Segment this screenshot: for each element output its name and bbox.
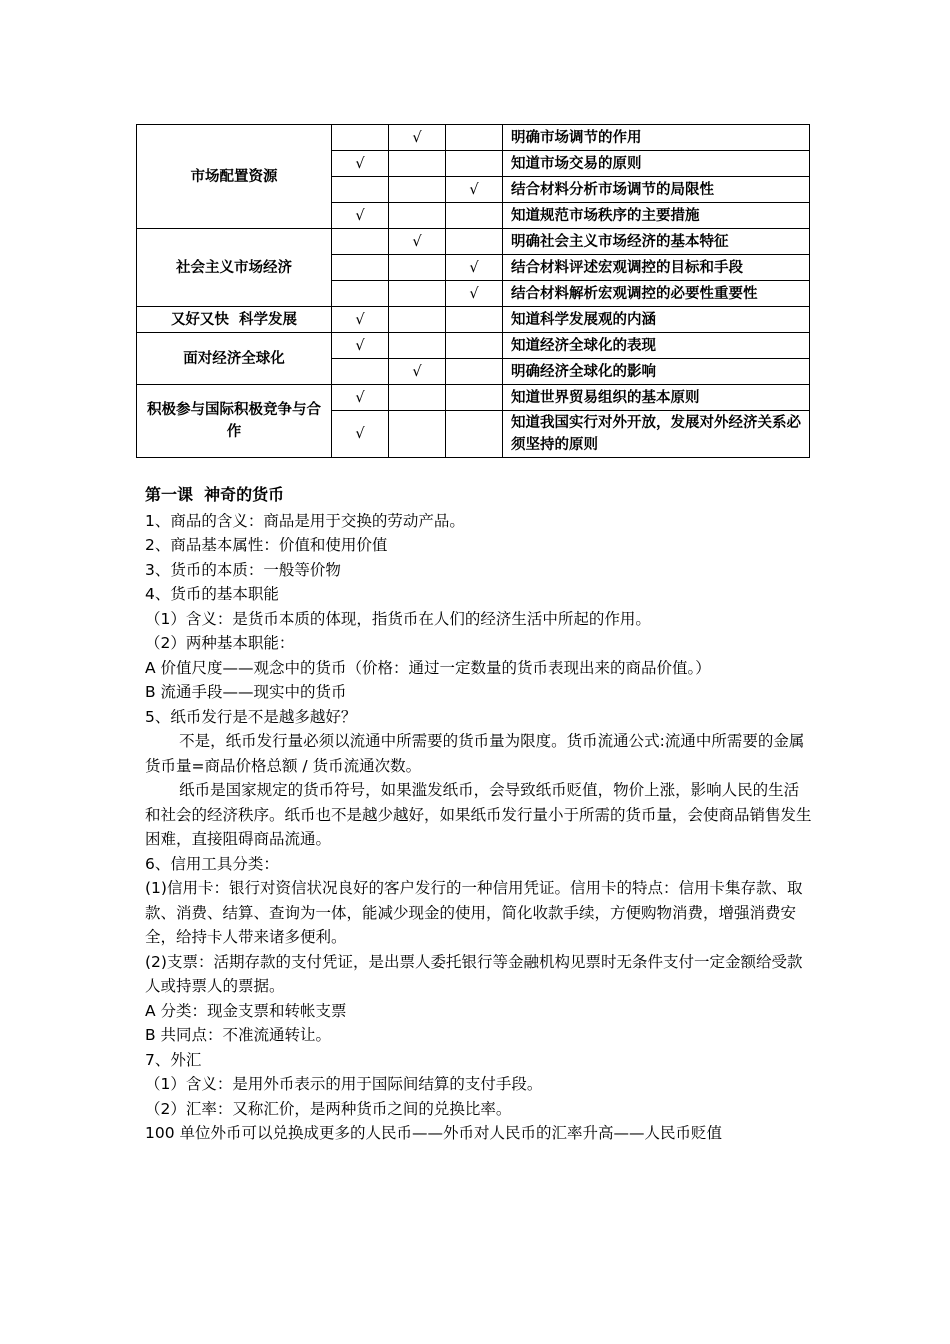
paragraph: 100 单位外币可以兑换成更多的人民币——外币对人民币的汇率升高——人民币贬值 bbox=[145, 1124, 723, 1142]
table-row bbox=[137, 307, 810, 333]
check-mark: √ bbox=[446, 177, 503, 203]
requirement-cell: 知道经济全球化的表现 bbox=[503, 333, 810, 359]
paragraph: 不是，纸币发行量必须以流通中所需要的货币量为限度。货币流通公式:流通中所需要的金属货币量=商品价格总额 / 货币流通次数。 bbox=[145, 732, 805, 775]
topic-cell: 市场配置资源 bbox=[137, 125, 332, 229]
level-cell bbox=[389, 385, 446, 411]
paragraph: A 价值尺度——观念中的货币（价格：通过一定数量的货币表现出来的商品价值。） bbox=[145, 658, 711, 677]
level-cell bbox=[389, 203, 446, 229]
level-cell bbox=[446, 125, 503, 151]
check-mark: √ bbox=[389, 125, 446, 151]
paragraph: 5、纸币发行是不是越多越好？ bbox=[145, 707, 357, 726]
level-cell bbox=[332, 281, 389, 307]
paragraph: 纸币是国家规定的货币符号，如果滥发纸币，会导致纸币贬值，物价上涨，影响人民的生活和社会的经济秩序。纸币也不是越少越好，如果纸币发行量小于所需的货币量，会使商品销售发生困难，直接阻碍商品流通。 bbox=[145, 781, 812, 848]
level-cell bbox=[446, 307, 503, 333]
level-cell bbox=[332, 229, 389, 255]
level-cell bbox=[446, 385, 503, 411]
level-cell bbox=[389, 307, 446, 333]
topic-cell: 又好又快 科学发展 bbox=[137, 307, 332, 333]
check-mark: √ bbox=[332, 385, 389, 411]
paragraph: 7、外汇 bbox=[145, 1050, 202, 1069]
requirement-cell: 结合材料评述宏观调控的目标和手段 bbox=[503, 255, 810, 281]
level-cell bbox=[389, 411, 446, 458]
paragraph: 6、信用工具分类： bbox=[145, 854, 279, 873]
requirement-cell: 知道我国实行对外开放，发展对外经济关系必须坚持的原则 bbox=[503, 411, 810, 458]
level-cell bbox=[446, 333, 503, 359]
lesson-content bbox=[145, 483, 813, 1146]
check-mark: √ bbox=[389, 359, 446, 385]
requirement-cell: 结合材料解析宏观调控的必要性重要性 bbox=[503, 281, 810, 307]
check-mark: √ bbox=[332, 307, 389, 333]
paragraph: B 流通手段——现实中的货币 bbox=[145, 683, 347, 701]
level-cell bbox=[446, 359, 503, 385]
paragraph: （2）汇率：又称汇价，是两种货币之间的兑换比率。 bbox=[145, 1099, 512, 1118]
level-cell bbox=[446, 229, 503, 255]
paragraph: 4、货币的基本职能 bbox=[145, 585, 279, 603]
topic-cell: 社会主义市场经济 bbox=[137, 229, 332, 307]
paragraph: 1、商品的含义：商品是用于交换的劳动产品。 bbox=[145, 511, 465, 530]
level-cell bbox=[332, 255, 389, 281]
paragraph: （2）两种基本职能： bbox=[145, 634, 295, 652]
level-cell bbox=[446, 151, 503, 177]
paragraph: (1)信用卡：银行对资信状况良好的客户发行的一种信用凭证。信用卡的特点：信用卡集存款、取款、消费、结算、查询为一体，能减少现金的使用，简化收款手续，方便购物消费，增强消费安全，给持卡人带来诸多便利。 bbox=[145, 879, 803, 946]
check-mark: √ bbox=[332, 333, 389, 359]
level-cell bbox=[332, 177, 389, 203]
topic-cell: 积极参与国际积极竞争与合作 bbox=[137, 385, 332, 458]
requirement-cell: 知道市场交易的原则 bbox=[503, 151, 810, 177]
table-row bbox=[137, 333, 810, 359]
topic-cell: 面对经济全球化 bbox=[137, 333, 332, 385]
table-row bbox=[137, 125, 810, 151]
requirement-cell: 结合材料分析市场调节的局限性 bbox=[503, 177, 810, 203]
level-cell bbox=[446, 411, 503, 458]
paragraph: （1）含义：是用外币表示的用于国际间结算的支付手段。 bbox=[145, 1075, 543, 1093]
level-cell bbox=[389, 255, 446, 281]
requirement-cell: 明确经济全球化的影响 bbox=[503, 359, 810, 385]
level-cell bbox=[446, 203, 503, 229]
paragraph: 3、货币的本质：一般等价物 bbox=[145, 560, 341, 579]
paragraph: A 分类：现金支票和转帐支票 bbox=[145, 1001, 347, 1020]
requirement-cell: 知道科学发展观的内涵 bbox=[503, 307, 810, 333]
level-cell bbox=[332, 125, 389, 151]
check-mark: √ bbox=[446, 255, 503, 281]
paragraph: （1）含义：是货币本质的体现，指货币在人们的经济生活中所起的作用。 bbox=[145, 609, 651, 628]
requirement-cell: 知道世界贸易组织的基本原则 bbox=[503, 385, 810, 411]
check-mark: √ bbox=[332, 151, 389, 177]
table-row bbox=[137, 385, 810, 411]
paragraph: (2)支票：活期存款的支付凭证，是出票人委托银行等金融机构见票时无条件支付一定金额给受款人或持票人的票据。 bbox=[145, 952, 803, 995]
level-cell bbox=[389, 333, 446, 359]
level-cell bbox=[389, 177, 446, 203]
table-row bbox=[137, 229, 810, 255]
lesson-title: 第一课 神奇的货币 bbox=[145, 485, 285, 504]
requirement-cell: 知道规范市场秩序的主要措施 bbox=[503, 203, 810, 229]
paragraph: 2、商品基本属性：价值和使用价值 bbox=[145, 536, 388, 554]
check-mark: √ bbox=[332, 203, 389, 229]
requirement-cell: 明确社会主义市场经济的基本特征 bbox=[503, 229, 810, 255]
check-mark: √ bbox=[446, 281, 503, 307]
objectives-table bbox=[136, 124, 810, 458]
requirement-cell: 明确市场调节的作用 bbox=[503, 125, 810, 151]
check-mark: √ bbox=[389, 229, 446, 255]
level-cell bbox=[389, 151, 446, 177]
paragraph: B 共同点：不准流通转让。 bbox=[145, 1026, 332, 1044]
level-cell bbox=[332, 359, 389, 385]
check-mark: √ bbox=[332, 411, 389, 458]
level-cell bbox=[389, 281, 446, 307]
